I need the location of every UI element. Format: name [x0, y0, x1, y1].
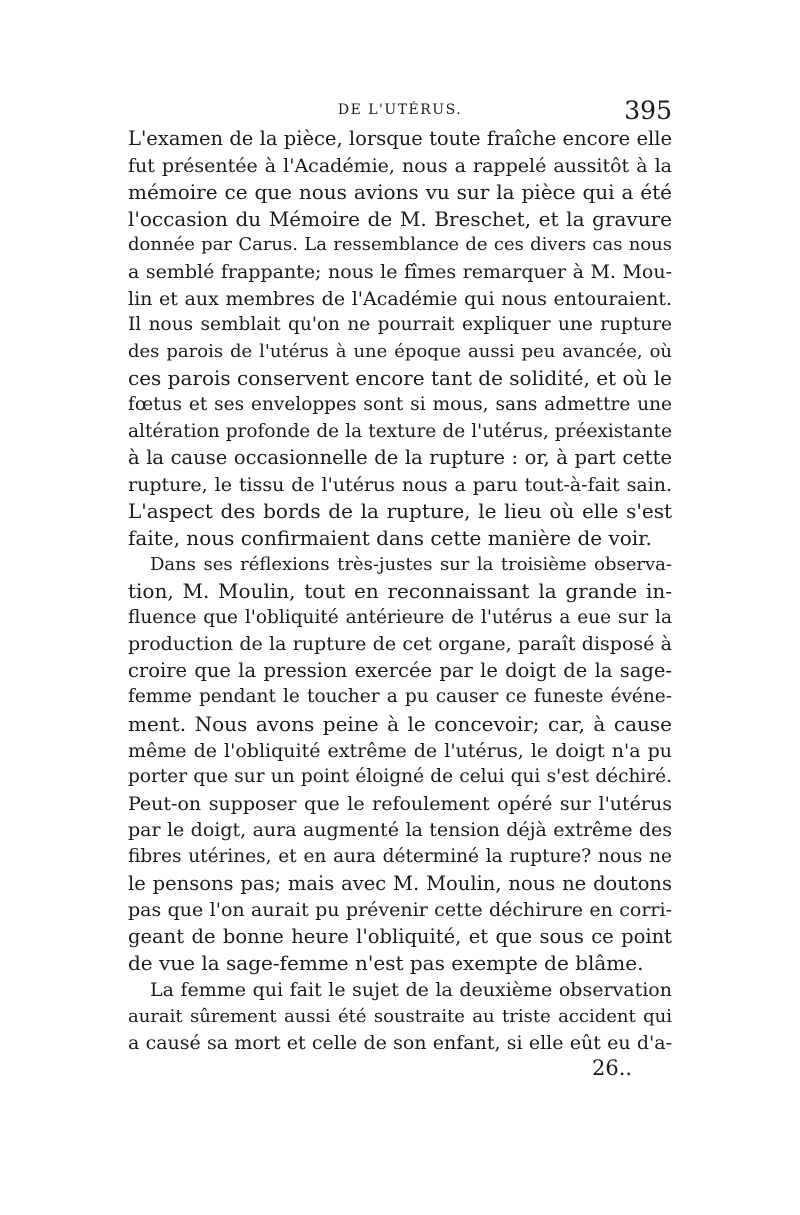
text-line: lin et aux membres de l'Académie qui nous entouraient. — [128, 287, 672, 310]
text-line: fibres utérines, et en aura déterminé la rupture? nous ne — [128, 846, 672, 868]
text-line: faite, nous confirmaient dans cette manière de voir. — [128, 525, 652, 550]
text-line: Il nous semblait qu'on ne pourrait expliquer une rupture — [128, 314, 672, 336]
text-line: porter que sur un point éloigné de celui qui s'est déchiré. — [128, 766, 672, 788]
text-line: de vue la sage-femme n'est pas exempte de blâme. — [128, 951, 644, 976]
text-line: fut présentée à l'Académie, nous a rappelé aussitôt à la — [128, 154, 672, 177]
running-title: DE L'UTÉRUS. — [337, 102, 463, 118]
body-text — [128, 126, 672, 1057]
text-line: mémoire ce que nous avions vu sur la pièce qui a été — [128, 180, 672, 205]
text-line: production de la rupture de cet organe, paraît disposé à — [128, 633, 672, 656]
text-line: altération profonde de la texture de l'utérus, préexistante — [128, 420, 672, 442]
text-line: croire que la pression exercée par le doigt de la sage- — [128, 658, 672, 682]
text-line: le pensons pas; mais avec M. Moulin, nous ne doutons — [128, 871, 672, 895]
text-line: femme pendant le toucher a pu causer ce funeste événe- — [128, 686, 672, 708]
text-line: ces parois conservent encore tant de solidité, et où le — [128, 366, 672, 391]
text-line: l'occasion du Mémoire de M. Breschet, et la gravure — [128, 206, 672, 231]
text-line: geant de bonne heure l'obliquité, et que sous ce point — [128, 924, 672, 948]
text-line: L'aspect des bords de la rupture, le lieu où elle s'est — [128, 499, 672, 524]
text-line: donnée par Carus. La ressemblance de ces divers cas nous — [128, 234, 672, 256]
text-line: par le doigt, aura augmenté la tension déjà extrême des — [128, 819, 672, 842]
text-line: fœtus et ses enveloppes sont si mous, sans admettre une — [128, 393, 672, 415]
text-line: des parois de l'utérus à une époque aussi peu avancée, où — [128, 340, 672, 362]
text-line: a semblé frappante; nous le fîmes remarquer à M. Mou- — [128, 260, 672, 283]
signature-mark: 26.. — [592, 1056, 633, 1080]
text-line: ment. Nous avons peine à le concevoir; car, à cause — [128, 712, 672, 737]
page-header — [128, 96, 672, 126]
text-line: aurait sûrement aussi été soustraite au triste accident qui — [128, 1005, 672, 1027]
text-line: L'examen de la pièce, lorsque toute fraîche encore elle — [128, 127, 672, 150]
text-line: à la cause occasionnelle de la rupture : or, à part cette — [128, 446, 672, 470]
text-line: pas que l'on aurait pu prévenir cette déchirure en corri- — [128, 899, 672, 922]
text-line: tion, M. Moulin, tout en reconnaissant la grande in- — [128, 579, 672, 604]
text-line: La femme qui fait le sujet de la deuxième observation — [150, 979, 672, 1001]
text-line: Dans ses réflexions très-justes sur la troisième observa- — [150, 553, 672, 575]
page-number: 395 — [624, 96, 672, 125]
text-line: a causé sa mort et celle de son enfant, si elle eût eu d'a- — [128, 1032, 672, 1055]
text-line: rupture, le tissu de l'utérus nous a paru tout-à-fait sain. — [128, 473, 672, 496]
text-line: même de l'obliquité extrême de l'utérus, le doigt n'a pu — [128, 739, 672, 762]
text-line: fluence que l'obliquité antérieure de l'utérus a eue sur la — [128, 606, 672, 628]
text-line: Peut-on supposer que le refoulement opéré sur l'utérus — [128, 792, 672, 815]
